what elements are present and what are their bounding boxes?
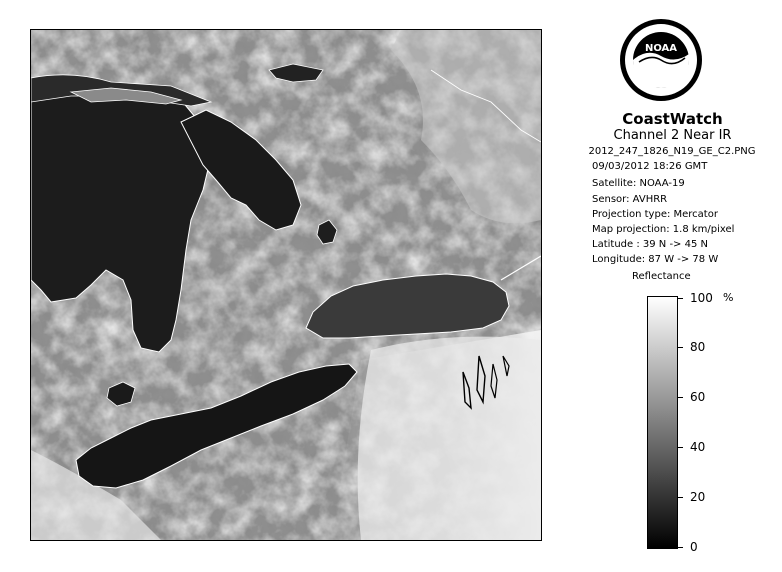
colorbar-tick	[678, 547, 683, 548]
meta-satellite: Satellite: NOAA-19	[592, 178, 685, 189]
svg-text:NOAA: NOAA	[644, 43, 678, 54]
colorbar-tick-label: 80	[690, 340, 706, 354]
colorbar-tick	[678, 397, 683, 398]
noaa-logo	[619, 18, 703, 102]
satellite-map-image	[30, 29, 542, 541]
meta-longitude: Longitude: 87 W -> 78 W	[592, 254, 719, 265]
product-title: CoastWatch	[622, 110, 723, 128]
image-filename: 2012_247_1826_N19_GE_C2.PNG	[588, 146, 756, 157]
meta-sensor: Sensor: AVHRR	[592, 194, 668, 205]
colorbar-tick-label: 100	[690, 291, 713, 305]
meta-date: 09/03/2012 18:26 GMT	[592, 161, 708, 172]
colorbar-tick	[678, 497, 683, 498]
colorbar-tick	[678, 447, 683, 448]
meta-latitude: Latitude : 39 N -> 45 N	[592, 239, 708, 250]
colorbar-tick	[678, 347, 683, 348]
colorbar-tick-label: 40	[690, 440, 706, 454]
meta-map-projection: Map projection: 1.8 km/pixel	[592, 224, 735, 235]
reflectance-colorbar	[647, 296, 678, 549]
colorbar-tick-label: 60	[690, 390, 706, 404]
colorbar-label: Reflectance	[632, 271, 691, 282]
colorbar-tick	[678, 298, 683, 299]
channel-subtitle: Channel 2 Near IR	[613, 128, 732, 143]
colorbar-unit: %	[723, 291, 734, 304]
colorbar-tick-label: 20	[690, 490, 706, 504]
colorbar-tick-label: 0	[690, 540, 698, 554]
meta-projection-type: Projection type: Mercator	[592, 209, 718, 220]
cloud-bank-dense	[358, 337, 541, 540]
